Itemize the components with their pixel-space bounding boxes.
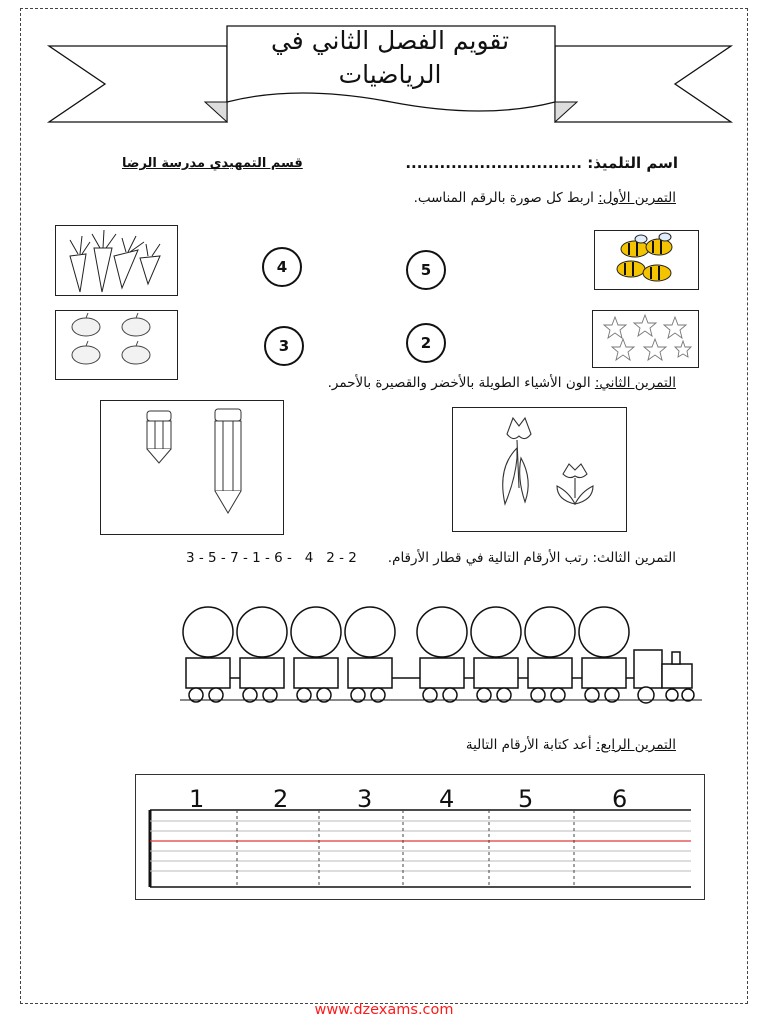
apples-picture	[55, 310, 178, 380]
exercise1-text: اربط كل صورة بالرقم المناسب.	[413, 190, 599, 206]
bees-drawing	[595, 231, 698, 289]
footer-url[interactable]: www.dzexams.com	[314, 1002, 454, 1018]
title-line-1: تقويم الفصل الثاني في	[270, 26, 510, 55]
pencils-picture	[100, 400, 284, 535]
carrots-drawing	[56, 226, 177, 295]
title-line-2: الرياضيات	[338, 60, 442, 89]
pencils-drawing	[101, 401, 283, 534]
number-circle-5[interactable]: 5	[406, 250, 446, 290]
practice-digit-6: 6	[612, 785, 628, 813]
train-wagon-4	[345, 607, 395, 702]
practice-digit-3: 3	[357, 785, 373, 813]
train-locomotive	[634, 650, 694, 703]
exercise3-label: التمرين الثالث:	[592, 550, 676, 566]
apples-drawing	[56, 311, 177, 379]
train-wagon-2	[237, 607, 287, 702]
student-name-line	[405, 154, 678, 172]
exercise1-label: التمرين الأول:	[598, 190, 676, 206]
school-name: قسم التمهيدي مدرسة الرضا	[122, 156, 303, 171]
exercise4-text: أعد كتابة الأرقام التالية	[465, 737, 596, 753]
student-name-label: اسم التلميذ:	[587, 154, 678, 172]
exercise3-text: رتب الأرقام التالية في قطار الأرقام.	[387, 550, 593, 566]
train-wagon-3	[291, 607, 341, 702]
exercise2-instruction	[328, 375, 676, 391]
exercise4-label: التمرين الرابع:	[595, 737, 676, 753]
exercise2-text: الون الأشياء الطويلة بالأخضر والقصيرة بالأحمر.	[327, 375, 595, 391]
train-wagon-8	[579, 607, 629, 702]
carrots-picture	[55, 225, 178, 296]
bees-picture	[594, 230, 699, 290]
train-wagon-5	[417, 607, 467, 702]
tulips-drawing	[453, 408, 626, 531]
practice-digit-2: 2	[273, 785, 289, 813]
train-wagon-7	[525, 607, 575, 702]
student-name-dots: ...............................	[405, 154, 583, 172]
number-circle-4[interactable]: 4	[262, 247, 302, 287]
stars-picture	[592, 310, 699, 368]
title-banner-text	[225, 24, 555, 92]
exercise1-instruction	[414, 190, 676, 206]
exercise3-instruction	[388, 550, 676, 566]
number-train	[176, 600, 706, 712]
practice-digit-5: 5	[518, 785, 534, 813]
tulips-picture	[452, 407, 627, 532]
number-circle-2[interactable]: 2	[406, 323, 446, 363]
practice-digit-4: 4	[439, 785, 455, 813]
stars-drawing	[593, 311, 698, 367]
train-wagon-1	[183, 607, 233, 702]
practice-digit-1: 1	[189, 785, 205, 813]
exercise3-sequence: 3 - 5 - 7 - 1 - 6 - 4 2 - 2	[186, 550, 357, 566]
number-circle-3[interactable]: 3	[264, 326, 304, 366]
exercise2-label: التمرين الثاني:	[594, 375, 676, 391]
exercise4-instruction	[466, 737, 676, 753]
train-wagon-6	[471, 607, 521, 702]
